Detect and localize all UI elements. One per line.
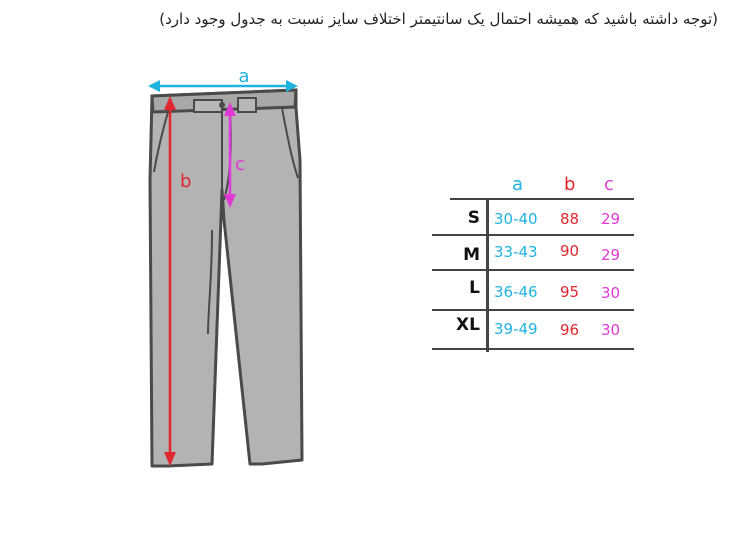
dimension-b-label: b xyxy=(180,171,192,192)
button-icon xyxy=(219,102,225,108)
row-c-value: 29 xyxy=(601,246,621,264)
dimension-a-arrow-left xyxy=(148,80,160,92)
belt-loop-right xyxy=(238,98,256,112)
pants-outline xyxy=(150,90,302,466)
row-b-value: 96 xyxy=(560,321,580,339)
row-b-value: 95 xyxy=(560,283,580,301)
table-row-line xyxy=(432,269,634,271)
row-a-value: 30-40 xyxy=(494,210,538,228)
row-size-label: L xyxy=(469,278,480,298)
table-row-line xyxy=(432,234,634,236)
table-bottom-line xyxy=(432,348,634,350)
row-c-value: 30 xyxy=(601,284,621,302)
row-b-value: 88 xyxy=(560,210,580,228)
table-row-line xyxy=(432,309,634,311)
row-b-value: 90 xyxy=(560,242,580,260)
size-note: (توجه داشته باشید که همیشه احتمال یک سانتیمتر اختلاف سایز نسبت به جدول وجود دارد) xyxy=(159,10,718,28)
header-c: c xyxy=(604,174,614,195)
row-a-value: 33-43 xyxy=(494,243,538,261)
row-size-label: XL xyxy=(456,315,480,335)
dimension-a-label: a xyxy=(238,66,250,87)
size-table xyxy=(432,172,634,352)
row-a-value: 36-46 xyxy=(494,283,538,301)
row-c-value: 30 xyxy=(601,321,621,339)
belt-loop-left xyxy=(194,100,222,112)
table-divider xyxy=(486,198,489,352)
row-size-label: S xyxy=(467,208,480,228)
row-c-value: 29 xyxy=(601,210,621,228)
dimension-c-label: c xyxy=(235,154,245,175)
header-a: a xyxy=(512,174,524,195)
table-top-line xyxy=(450,198,634,200)
row-size-label: M xyxy=(463,245,480,265)
row-a-value: 39-49 xyxy=(494,320,538,338)
header-b: b xyxy=(564,174,576,195)
